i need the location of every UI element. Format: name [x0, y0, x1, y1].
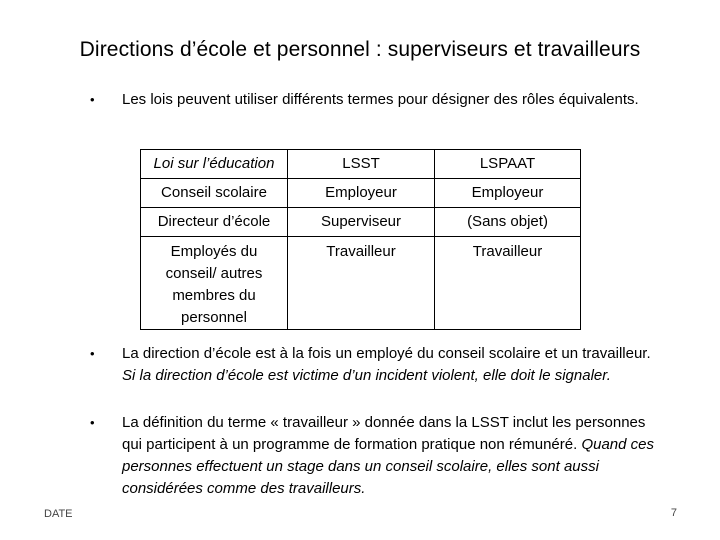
bullet-italic-text: Quand ces personnes effectuent un stage dans un conseil scolaire, elles sont aussi considérées comme des travailleurs.	[122, 436, 654, 497]
bullet-italic-text: Si la direction d’école est victime d’un incident violent, elle doit le signaler.	[122, 367, 611, 384]
table-header-row	[141, 150, 581, 179]
footer-date: DATE	[44, 508, 73, 520]
table-row	[141, 179, 581, 208]
table-header-cell: LSST	[288, 150, 435, 179]
table-cell: (Sans objet)	[435, 208, 581, 237]
table-row	[141, 208, 581, 237]
bullet-2	[90, 343, 667, 387]
bullet-text: La direction d’école est à la fois un employé du conseil scolaire et un travailleur.	[122, 345, 651, 362]
table-cell: Travailleur	[435, 237, 581, 330]
table-row	[141, 237, 581, 330]
bullet-text: Les lois peuvent utiliser différents termes pour désigner des rôles équivalents.	[122, 91, 639, 108]
bullet-3	[90, 412, 667, 500]
slide-title: Directions d’école et personnel : superviseurs et travailleurs	[79, 38, 641, 61]
table-header-cell: Loi sur l’éducation	[141, 150, 288, 179]
table-cell: Directeur d’école	[141, 208, 288, 237]
bullet-dot: •	[90, 346, 95, 361]
table-cell: Employeur	[288, 179, 435, 208]
roles-table	[140, 149, 580, 329]
table-cell: Employeur	[435, 179, 581, 208]
table-cell: Superviseur	[288, 208, 435, 237]
bullet-dot: •	[90, 415, 95, 430]
table-cell: Travailleur	[288, 237, 435, 330]
bullet-dot: •	[90, 92, 95, 107]
table-header-cell: LSPAAT	[435, 150, 581, 179]
bullet-text: La définition du terme « travailleur » donnée dans la LSST inclut les personnes qui participent à un programme de formation pratique non rémunéré.	[122, 414, 646, 453]
table-cell: Employés du conseil/ autres membres du personnel	[141, 237, 288, 330]
bullet-1	[90, 89, 667, 111]
table-cell: Conseil scolaire	[141, 179, 288, 208]
page-number: 7	[670, 507, 677, 519]
